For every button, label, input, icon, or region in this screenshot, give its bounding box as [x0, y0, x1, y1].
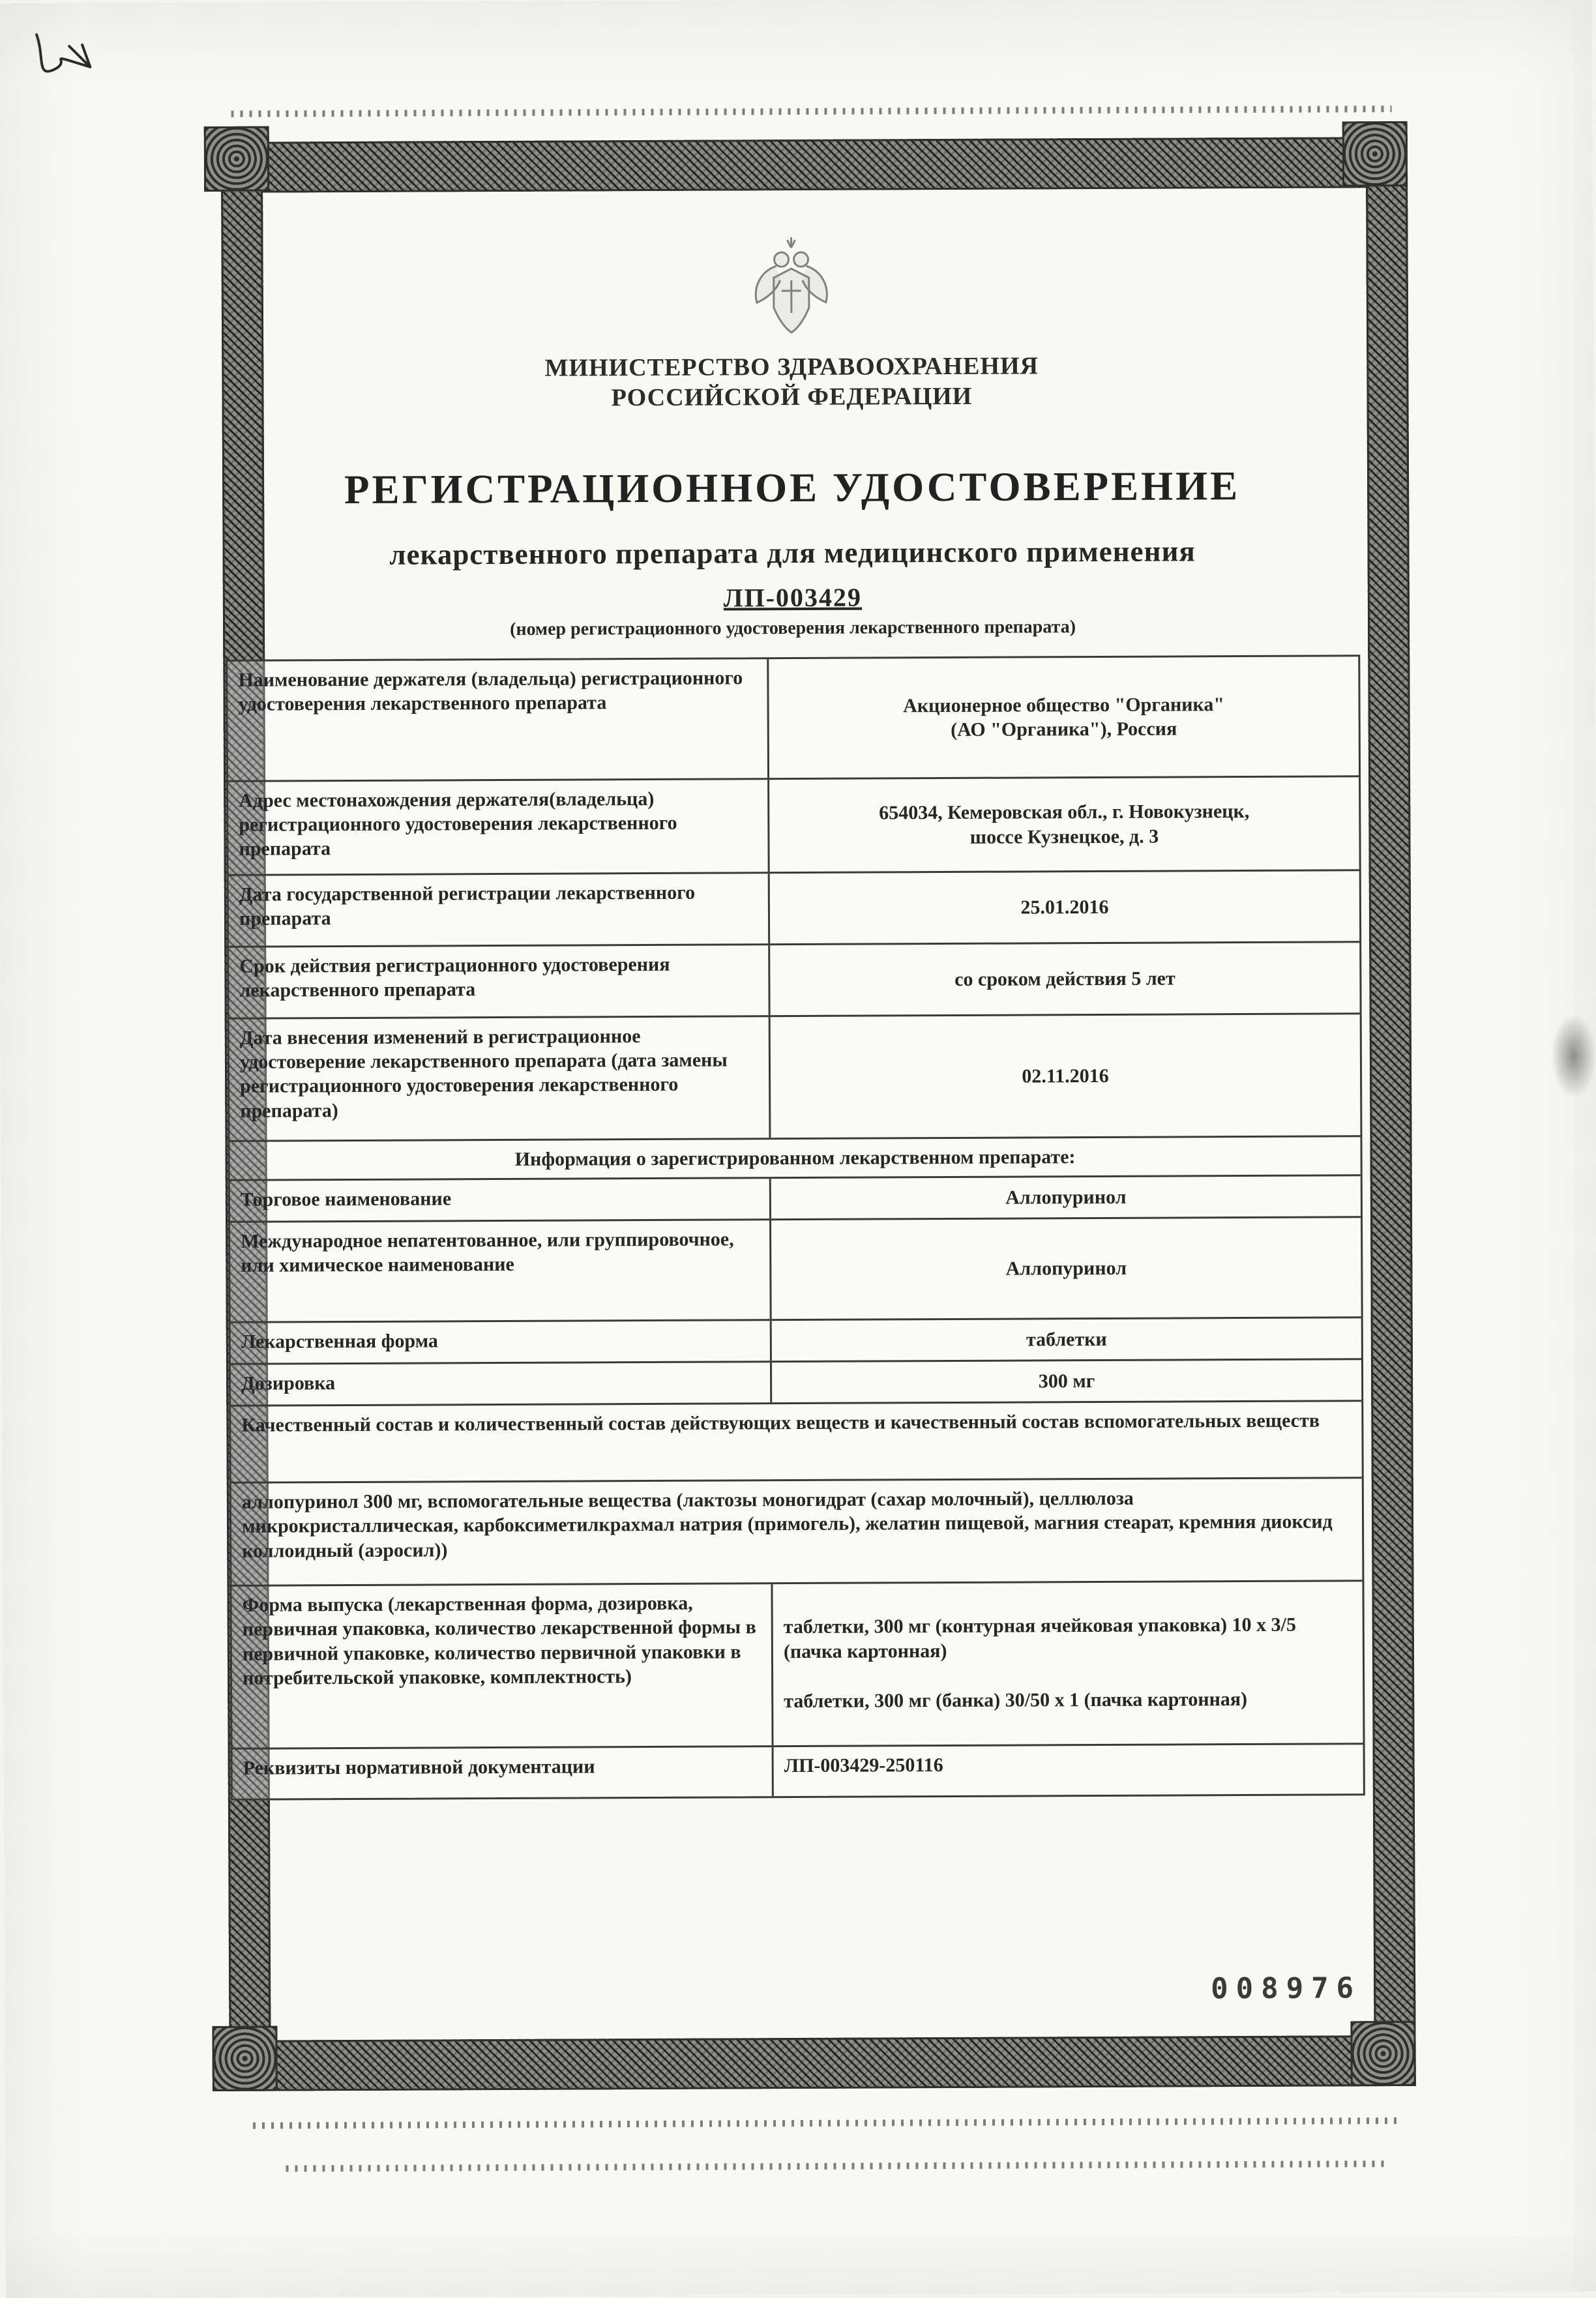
validity-value: со сроком действия 5 лет	[954, 967, 1175, 990]
ornament-border-right	[1366, 137, 1416, 2086]
ministry-name-line1: МИНИСТЕРСТВО ЗДРАВООХРАНЕНИЯ	[544, 352, 1039, 382]
dose-label: Дозировка	[231, 1363, 772, 1405]
ministry-name-line2: РОССИЙСКОЙ ФЕДЕРАЦИИ	[611, 383, 973, 412]
table-row-release-form	[231, 1580, 1363, 1748]
composition-text: аллопуринол 300 мг, вспомогательные вещества (лактозы моногидрат (сахар молочный), целлюлоза микрокристаллическая, карбоксиметилкрахмал натрия (примогель), желатин пищевой, магния стеарат, кремния диоксид коллоидный (аэросил))	[241, 1487, 1333, 1562]
ornament-corner-bottom-right	[1350, 2021, 1415, 2086]
scan-smudge	[1551, 1014, 1596, 1098]
table-row-dose	[231, 1358, 1361, 1405]
table-row-inn	[230, 1216, 1361, 1321]
russia-coat-of-arms-emblem	[742, 235, 840, 353]
inn-label: Международное непатентованное, или группировочное, или химическое наименование	[230, 1220, 772, 1321]
ornament-corner-top-right	[1342, 121, 1408, 186]
normative-docs-value: ЛП-003429-250116	[784, 1754, 943, 1777]
ornament-corner-top-left	[204, 126, 269, 192]
release-form-value	[773, 1582, 1363, 1745]
registration-table	[226, 655, 1365, 1801]
perforation-ticks-bottom-2	[286, 2160, 1387, 2172]
trade-name-value: Аллопуринол	[1005, 1186, 1127, 1209]
table-row-address	[228, 775, 1359, 874]
registration-number: ЛП-003429	[723, 582, 863, 613]
validity-label: Срок действия регистрационного удостоверения лекарственного препарата	[229, 945, 770, 1018]
table-row-validity	[229, 941, 1359, 1018]
table-row-composition-text	[231, 1477, 1363, 1585]
table-row-change-date	[229, 1012, 1361, 1140]
trade-name-label: Торговое наименование	[230, 1179, 771, 1221]
inn-value: Аллопуринол	[1005, 1257, 1127, 1280]
perforation-ticks-bottom-1	[253, 2117, 1400, 2129]
dosage-form-label: Лекарственная форма	[231, 1321, 772, 1363]
composition-header: Качественный состав и количественный состав действующих веществ и качественный состав вспомогательных веществ	[241, 1409, 1320, 1436]
normative-docs-label: Реквизиты нормативной документации	[233, 1747, 774, 1799]
dose-value: 300 мг	[1038, 1370, 1095, 1392]
perforation-ticks-top	[231, 106, 1392, 117]
info-section-title: Информация о зарегистрированном лекарственном препарате:	[514, 1146, 1076, 1170]
registration-number-caption: (номер регистрационного удостоверения лекарственного препарата)	[510, 617, 1076, 640]
table-row-dosage-form	[231, 1316, 1361, 1363]
table-row-normative-docs	[233, 1743, 1363, 1799]
release-form-value-line1: таблетки, 300 мг (контурная ячейковая упаковка) 10 х 3/5 (пачка картонная)	[783, 1614, 1296, 1662]
serial-number-stamp: 008976	[1211, 1971, 1362, 2006]
dosage-form-value: таблетки	[1026, 1329, 1107, 1351]
change-date-value: 02.11.2016	[1022, 1065, 1109, 1087]
table-row-info-section	[229, 1135, 1360, 1179]
address-label: Адрес местонахождения держателя(владельца) регистрационного удостоверения лекарственного препарата	[228, 780, 770, 874]
ornament-border-top	[221, 137, 1408, 193]
ornament-border-bottom	[229, 2035, 1416, 2091]
address-value: 654034, Кемеровская обл., г. Новокузнецк, шоссе Кузнецкое, д. 3	[879, 801, 1250, 848]
registration-date-label: Дата государственной регистрации лекарственного препарата	[229, 874, 770, 946]
table-row-composition-header	[231, 1400, 1361, 1482]
table-row-trade-name	[230, 1174, 1361, 1221]
change-date-label: Дата внесения изменений в регистрационное удостоверение лекарственного препарата (дата замены регистрационного удостоверения лекарственного препарата)	[229, 1017, 771, 1140]
ministry-name	[224, 349, 1359, 415]
document-title: РЕГИСТРАЦИОННОЕ УДОСТОВЕРЕНИЕ	[344, 463, 1241, 513]
ornament-corner-bottom-left	[212, 2026, 277, 2091]
holder-value: Акционерное общество "Органика" (АО "Органика"), Россия	[903, 693, 1225, 741]
registration-date-value: 25.01.2016	[1020, 896, 1109, 919]
holder-label: Наименование держателя (владельца) регистрационного удостоверения лекарственного препарата	[228, 659, 769, 780]
release-form-value-line2: таблетки, 300 мг (банка) 30/50 х 1 (пачка картонная)	[784, 1688, 1248, 1713]
release-form-label: Форма выпуска (лекарственная форма, дозировка, первичная упаковка, количество лекарственной формы в первичной упаковке, количество первичной упаковки в потребительской упаковке, комплектность)	[231, 1584, 773, 1748]
document-subtitle: лекарственного препарата для медицинского применения	[389, 535, 1196, 571]
table-row-registration-date	[229, 869, 1359, 946]
pen-mark	[27, 27, 112, 99]
table-row-holder	[228, 656, 1359, 780]
